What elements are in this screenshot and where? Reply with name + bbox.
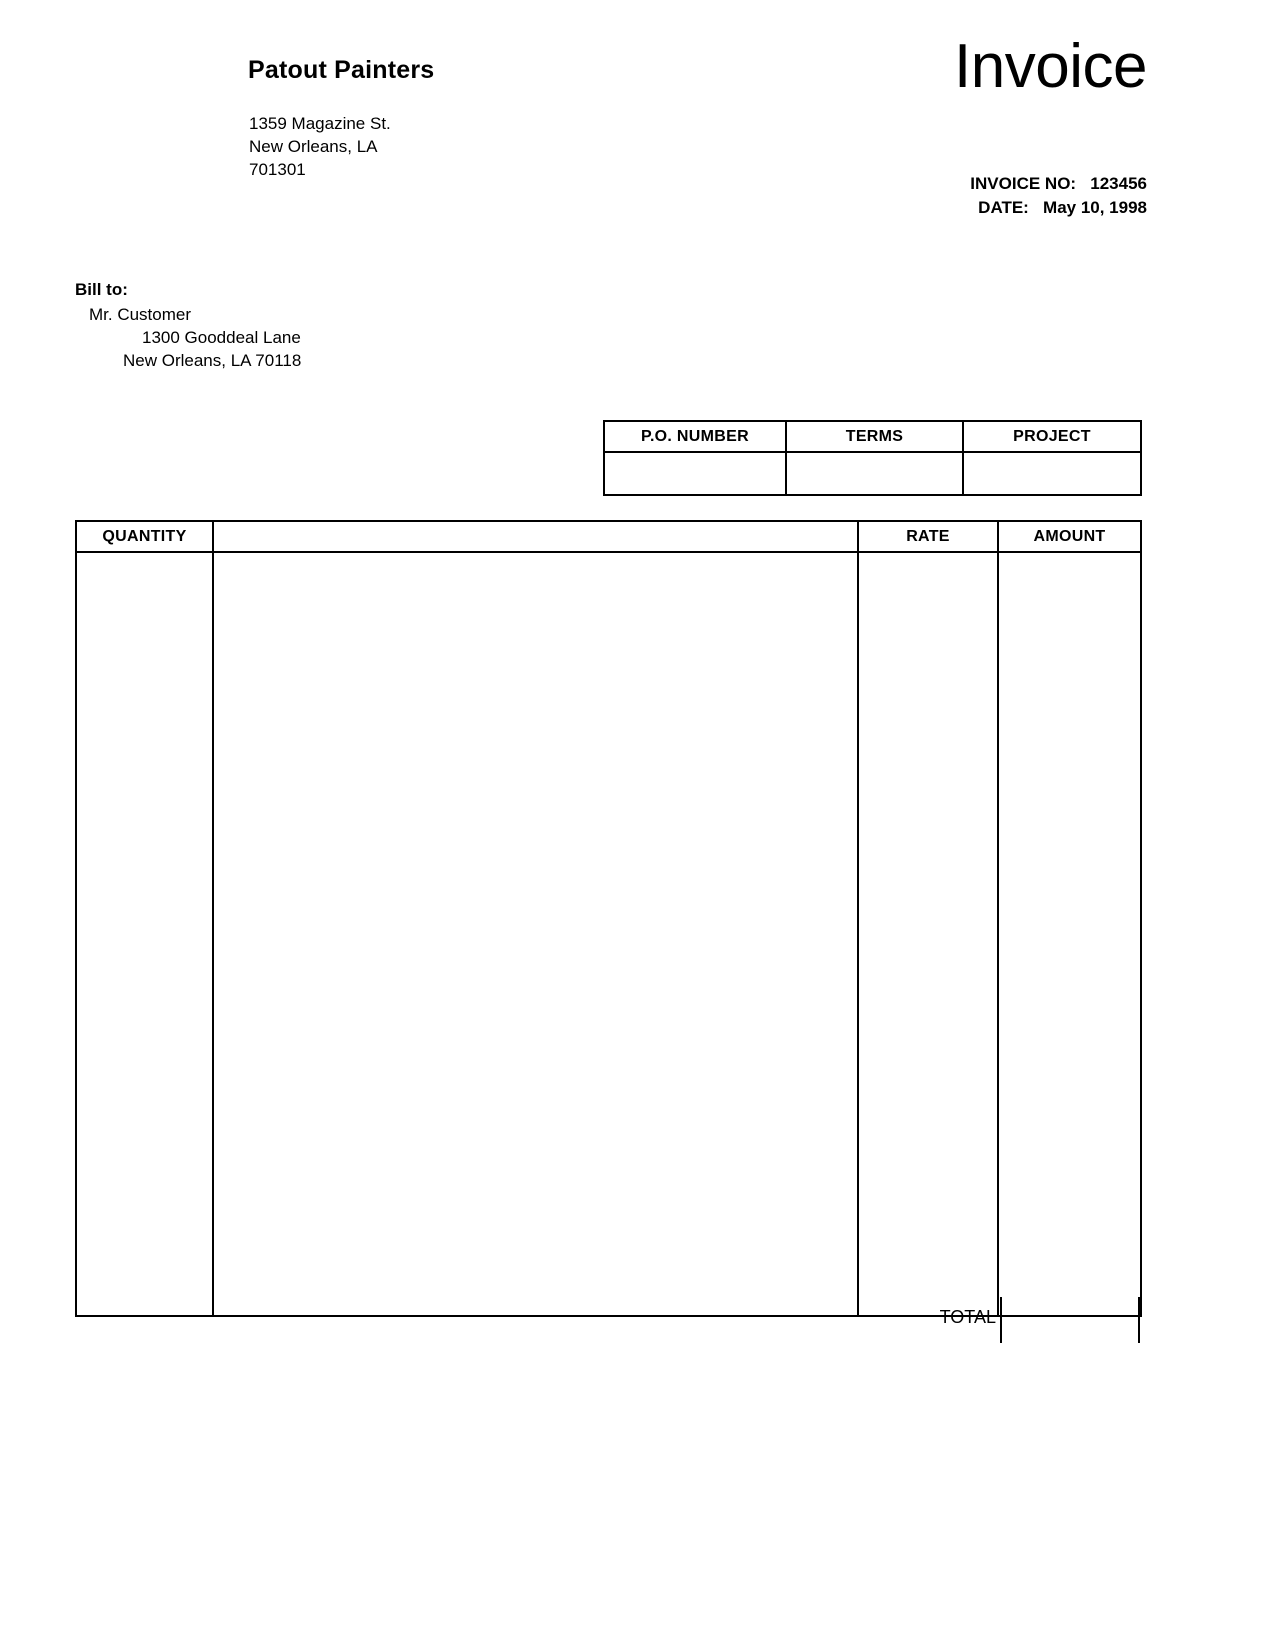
total-value[interactable] [1000,1297,1140,1343]
po-table-header-row [604,421,1141,452]
company-address-line-3: 701301 [249,160,306,179]
description-header [213,521,858,552]
invoice-meta [970,172,1147,220]
project-header: PROJECT [963,421,1141,452]
po-number-value[interactable] [604,452,786,495]
rate-header: RATE [858,521,998,552]
bill-to-line-3: New Orleans, LA 70118 [123,351,302,370]
company-address-line-1: 1359 Magazine St. [249,114,391,133]
terms-header: TERMS [786,421,963,452]
line-items-header-row [76,521,1141,552]
quantity-column-body[interactable] [76,552,213,1316]
bill-to-line-1: Mr. Customer [89,305,192,324]
project-value[interactable] [963,452,1141,495]
total-label: TOTAL [939,1307,996,1327]
invoice-number-value: 123456 [1090,174,1147,193]
bill-to-address [75,303,301,372]
company-address [249,112,391,181]
invoice-date-label: DATE: [978,198,1039,217]
po-terms-project-table [603,420,1142,496]
company-name: Patout Painters [248,56,435,84]
line-items-body-row [76,552,1141,1316]
line-items-table [75,520,1142,1317]
company-address-line-2: New Orleans, LA [249,137,378,156]
terms-value[interactable] [786,452,963,495]
bill-to-line-2: 1300 Gooddeal Lane [142,328,301,347]
amount-column-body[interactable] [998,552,1141,1316]
invoice-date-value: May 10, 1998 [1043,198,1147,217]
po-table-value-row [604,452,1141,495]
description-column-body[interactable] [213,552,858,1316]
amount-header: AMOUNT [998,521,1141,552]
invoice-number-label: INVOICE NO: [970,174,1086,193]
total-row [75,1297,1140,1343]
document-title: Invoice [954,32,1147,101]
invoice-date-row [970,196,1147,220]
quantity-header: QUANTITY [76,521,213,552]
rate-column-body[interactable] [858,552,998,1316]
po-number-header: P.O. NUMBER [604,421,786,452]
invoice-number-row [970,172,1147,196]
bill-to-title: Bill to: [75,280,128,299]
